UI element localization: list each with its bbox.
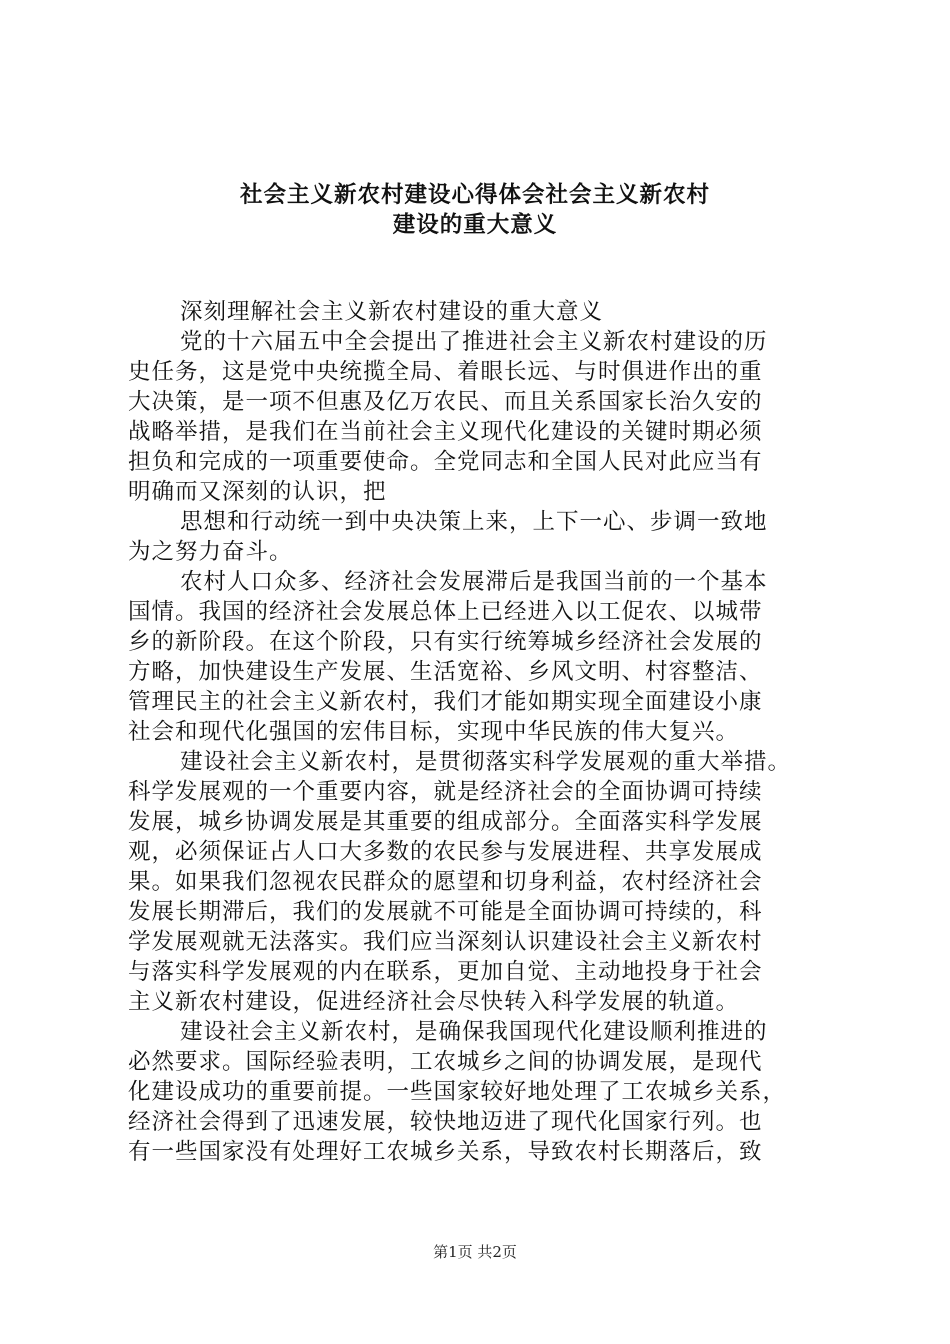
body-line: 大决策，是一项不但惠及亿万农民、而且关系国家长治久安的: [128, 389, 763, 415]
body-line: 管理民主的社会主义新农村，我们才能如期实现全面建设小康: [128, 689, 763, 715]
title-line: 建设的重大意义: [392, 212, 558, 238]
body-line: 明确而又深刻的认识，把: [128, 479, 387, 505]
body-line: 党的十六届五中全会提出了推进社会主义新农村建设的历: [180, 329, 768, 355]
body-line: 思想和行动统一到中央决策上来，上下一心、步调一致地: [180, 509, 768, 535]
body-line: 建设社会主义新农村，是贯彻落实科学发展观的重大举措。: [180, 749, 792, 775]
body-line: 观，必须保证占人口大多数的农民参与发展进程、共享发展成: [128, 839, 763, 865]
body-line: 有一些国家没有处理好工农城乡关系，导致农村长期落后，致: [128, 1139, 763, 1165]
title-line: 社会主义新农村建设心得体会社会主义新农村: [239, 182, 710, 208]
body-line: 史任务，这是党中央统揽全局、着眼长远、与时俱进作出的重: [128, 359, 763, 385]
body-line: 深刻理解社会主义新农村建设的重大意义: [180, 299, 604, 325]
body-line: 战略举措，是我们在当前社会主义现代化建设的关键时期必须: [128, 419, 763, 445]
body-line: 发展长期滞后，我们的发展就不可能是全面协调可持续的，科: [128, 899, 763, 925]
body-line: 方略，加快建设生产发展、生活宽裕、乡风文明、村容整洁、: [128, 659, 763, 685]
body-line: 发展，城乡协调发展是其重要的组成部分。全面落实科学发展: [128, 809, 763, 835]
body-line: 国情。我国的经济社会发展总体上已经进入以工促农、以城带: [128, 599, 763, 625]
body-line: 建设社会主义新农村，是确保我国现代化建设顺利推进的: [180, 1019, 768, 1045]
body-line: 为之努力奋斗。: [128, 539, 293, 565]
body-line: 经济社会得到了迅速发展，较快地迈进了现代化国家行列。也: [128, 1109, 763, 1135]
body-line: 必然要求。国际经验表明，工农城乡之间的协调发展，是现代: [128, 1049, 763, 1075]
body-line: 化建设成功的重要前提。一些国家较好地处理了工农城乡关系，: [128, 1079, 787, 1105]
body-line: 乡的新阶段。在这个阶段，只有实行统筹城乡经济社会发展的: [128, 629, 763, 655]
document-body: [128, 297, 838, 1167]
body-line: 学发展观就无法落实。我们应当深刻认识建设社会主义新农村: [128, 929, 763, 955]
body-line: 与落实科学发展观的内在联系，更加自觉、主动地投身于社会: [128, 959, 763, 985]
body-line: 社会和现代化强国的宏伟目标，实现中华民族的伟大复兴。: [128, 719, 740, 745]
body-line: 主义新农村建设，促进经济社会尽快转入科学发展的轨道。: [128, 989, 740, 1015]
body-line: 农村人口众多、经济社会发展滞后是我国当前的一个基本: [180, 569, 768, 595]
body-line: 科学发展观的一个重要内容，就是经济社会的全面协调可持续: [128, 779, 763, 805]
page-footer: 第1页 共2页: [433, 1243, 517, 1261]
document-title: [100, 180, 850, 240]
body-line: 果。如果我们忽视农民群众的愿望和切身利益，农村经济社会: [128, 869, 763, 895]
body-line: 担负和完成的一项重要使命。全党同志和全国人民对此应当有: [128, 449, 763, 475]
